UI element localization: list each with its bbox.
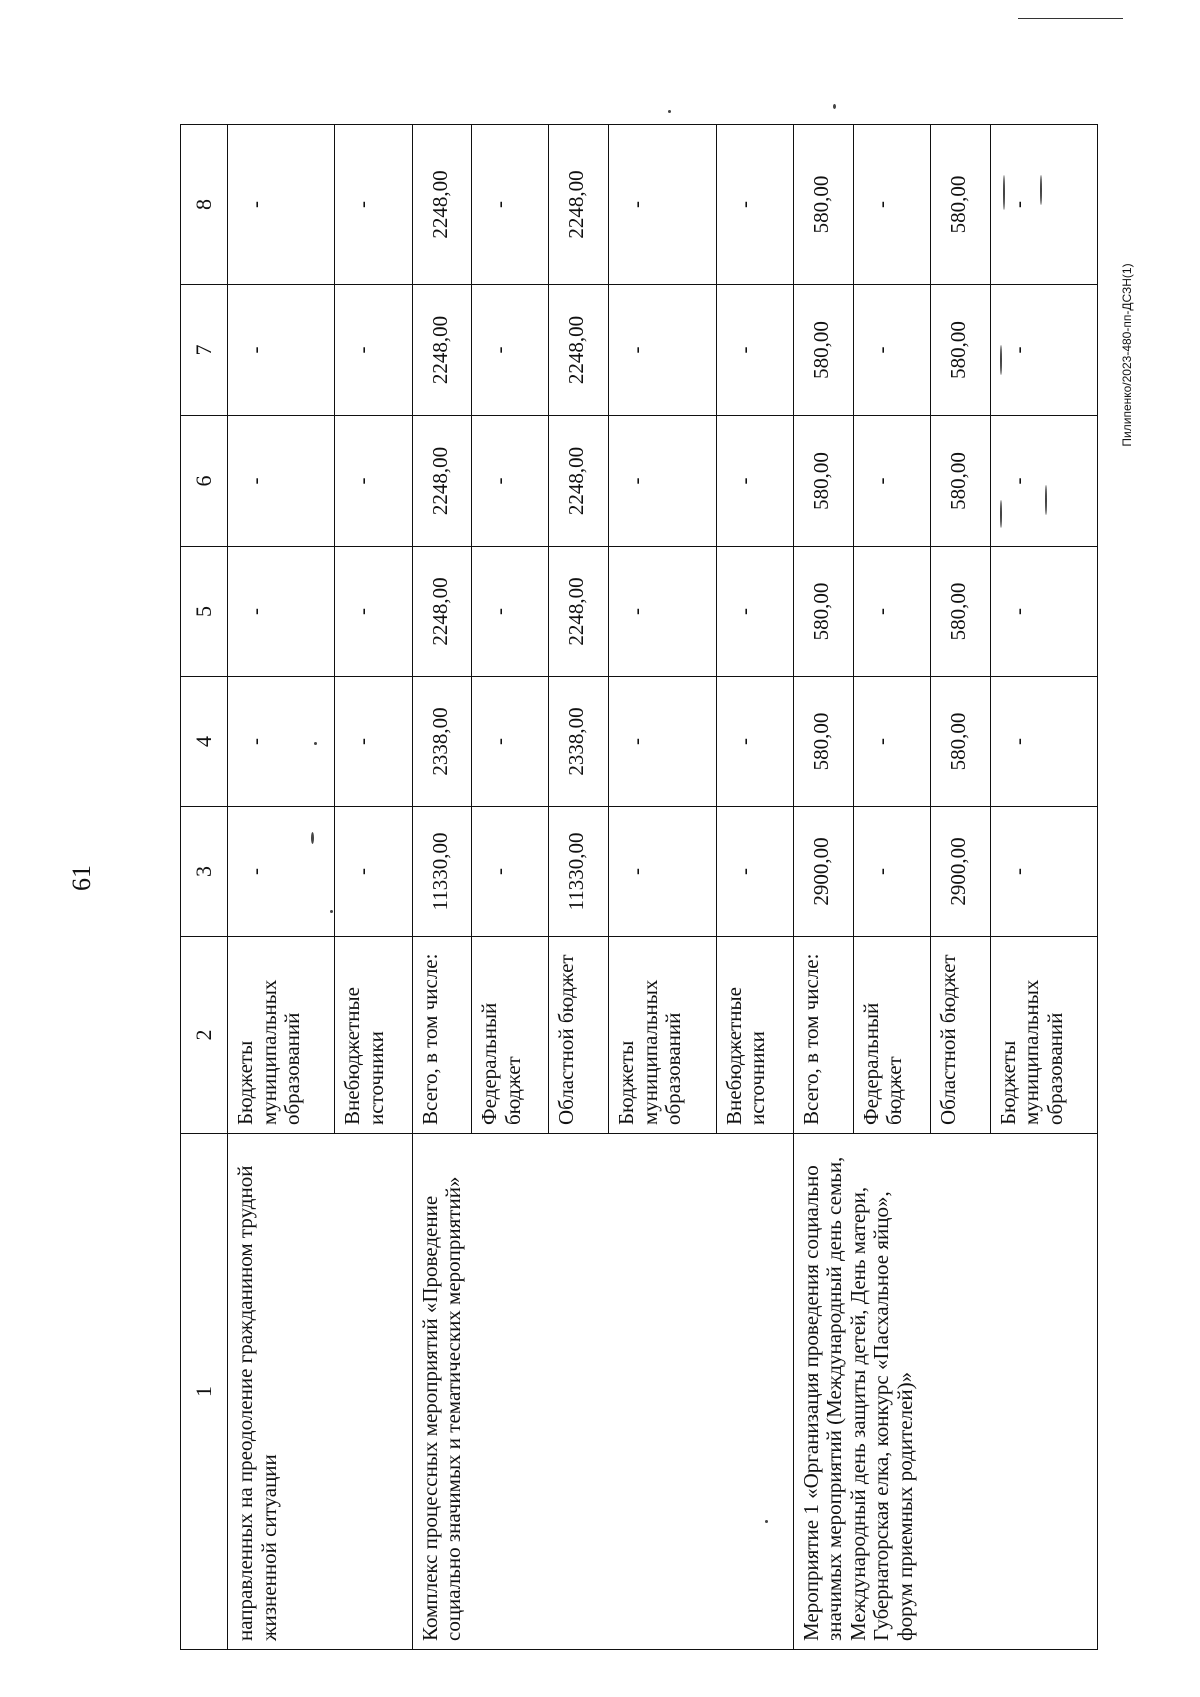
- amount-cell: 2248,00: [412, 285, 472, 416]
- header-row: [181, 125, 228, 1650]
- funding-source-cell: Федеральный бюджет: [853, 937, 930, 1134]
- amount-cell: -: [716, 547, 793, 677]
- amount-cell: -: [472, 416, 549, 547]
- amount-cell: -: [472, 125, 549, 285]
- amount-cell: -: [335, 677, 412, 807]
- scan-speck: [833, 104, 836, 109]
- amount-cell: -: [990, 547, 1097, 677]
- amount-cell: -: [716, 807, 793, 937]
- funding-source-cell: Областной бюджет: [930, 937, 990, 1134]
- funding-source-cell: Внебюджетные источники: [716, 937, 793, 1134]
- scan-speck: [765, 1520, 768, 1523]
- amount-cell: -: [335, 125, 412, 285]
- amount-cell: 2338,00: [412, 677, 472, 807]
- amount-cell: -: [228, 416, 335, 547]
- scan-speck: [1040, 175, 1042, 205]
- amount-cell: 580,00: [930, 125, 990, 285]
- document-code: [1112, 205, 1142, 505]
- amount-cell: -: [472, 677, 549, 807]
- scan-speck: [314, 742, 317, 745]
- amount-cell: 580,00: [793, 416, 853, 547]
- amount-cell: -: [990, 125, 1097, 285]
- amount-cell: 580,00: [793, 677, 853, 807]
- amount-cell: 2900,00: [793, 807, 853, 937]
- funding-source-cell: Внебюджетные источники: [335, 937, 412, 1134]
- amount-cell: -: [716, 285, 793, 416]
- header-cell: 7: [181, 285, 228, 416]
- amount-cell: -: [228, 547, 335, 677]
- scan-speck: [668, 110, 671, 113]
- scan-speck: [311, 832, 314, 844]
- table-row: [412, 125, 472, 1650]
- amount-cell: -: [853, 125, 930, 285]
- amount-cell: -: [990, 807, 1097, 937]
- amount-cell: -: [853, 285, 930, 416]
- scan-speck: [330, 910, 333, 913]
- budget-table: [180, 125, 1098, 1650]
- amount-cell: 2248,00: [549, 285, 609, 416]
- amount-cell: 580,00: [793, 125, 853, 285]
- amount-cell: -: [990, 285, 1097, 416]
- amount-cell: -: [716, 125, 793, 285]
- amount-cell: -: [990, 677, 1097, 807]
- table-row: [793, 125, 853, 1650]
- amount-cell: -: [853, 677, 930, 807]
- budget-table-container: [180, 125, 1098, 1650]
- top-edge-line: [1018, 18, 1123, 19]
- amount-cell: 2248,00: [549, 125, 609, 285]
- amount-cell: 2248,00: [412, 416, 472, 547]
- document-code-text: Пилипенко/2023-480-пп-ДСЗН(1): [1120, 263, 1134, 447]
- amount-cell: -: [853, 416, 930, 547]
- scan-speck: [1003, 175, 1005, 210]
- amount-cell: -: [609, 807, 716, 937]
- amount-cell: 2248,00: [412, 547, 472, 677]
- funding-source-cell: Всего, в том числе:: [793, 937, 853, 1134]
- amount-cell: 580,00: [793, 285, 853, 416]
- amount-cell: -: [853, 547, 930, 677]
- amount-cell: -: [609, 285, 716, 416]
- row-group-title: Мероприятие 1 «Организация проведения социально значимых мероприятий (Международный день семьи, Международный день защиты детей, День матери, Губернаторская елка, конкурс «Пасхальное яйцо», форум приемных родителей)»: [793, 1134, 1097, 1650]
- amount-cell: -: [335, 416, 412, 547]
- amount-cell: -: [990, 416, 1097, 547]
- row-group-title: направленных на преодоление гражданином трудной жизненной ситуации: [228, 1134, 413, 1650]
- amount-cell: 580,00: [930, 547, 990, 677]
- amount-cell: -: [716, 416, 793, 547]
- amount-cell: -: [609, 677, 716, 807]
- amount-cell: -: [472, 285, 549, 416]
- amount-cell: -: [609, 547, 716, 677]
- amount-cell: 11330,00: [412, 807, 472, 937]
- amount-cell: -: [472, 547, 549, 677]
- scan-speck: [1045, 485, 1047, 515]
- amount-cell: -: [335, 547, 412, 677]
- header-cell: 2: [181, 937, 228, 1134]
- funding-source-cell: Бюджеты муниципальных образований: [609, 937, 716, 1134]
- header-cell: 6: [181, 416, 228, 547]
- amount-cell: 580,00: [793, 547, 853, 677]
- amount-cell: -: [228, 807, 335, 937]
- page-number: 61: [67, 865, 96, 891]
- funding-source-cell: Всего, в том числе:: [412, 937, 472, 1134]
- amount-cell: 2248,00: [549, 547, 609, 677]
- table-row: [228, 125, 335, 1650]
- amount-cell: -: [609, 416, 716, 547]
- amount-cell: 580,00: [930, 677, 990, 807]
- header-cell: 3: [181, 807, 228, 937]
- amount-cell: 2248,00: [412, 125, 472, 285]
- funding-source-cell: Бюджеты муниципальных образований: [990, 937, 1097, 1134]
- amount-cell: 11330,00: [549, 807, 609, 937]
- amount-cell: 2900,00: [930, 807, 990, 937]
- amount-cell: 580,00: [930, 285, 990, 416]
- amount-cell: -: [609, 125, 716, 285]
- funding-source-cell: Федеральный бюджет: [472, 937, 549, 1134]
- scan-speck: [1000, 345, 1002, 375]
- header-cell: 4: [181, 677, 228, 807]
- amount-cell: -: [853, 807, 930, 937]
- amount-cell: 2338,00: [549, 677, 609, 807]
- funding-source-cell: Бюджеты муниципальных образований: [228, 937, 335, 1134]
- row-group-title: Комплекс процессных мероприятий «Проведение социально значимых и тематических мероприятий»: [412, 1134, 793, 1650]
- amount-cell: -: [228, 677, 335, 807]
- amount-cell: -: [228, 125, 335, 285]
- amount-cell: -: [228, 285, 335, 416]
- header-cell: 5: [181, 547, 228, 677]
- amount-cell: -: [335, 285, 412, 416]
- header-cell: 8: [181, 125, 228, 285]
- funding-source-cell: Областной бюджет: [549, 937, 609, 1134]
- amount-cell: 2248,00: [549, 416, 609, 547]
- amount-cell: -: [335, 807, 412, 937]
- header-cell: 1: [181, 1134, 228, 1650]
- amount-cell: -: [472, 807, 549, 937]
- amount-cell: -: [716, 677, 793, 807]
- scan-speck: [1000, 500, 1002, 528]
- table-body: [181, 125, 1098, 1650]
- amount-cell: 580,00: [930, 416, 990, 547]
